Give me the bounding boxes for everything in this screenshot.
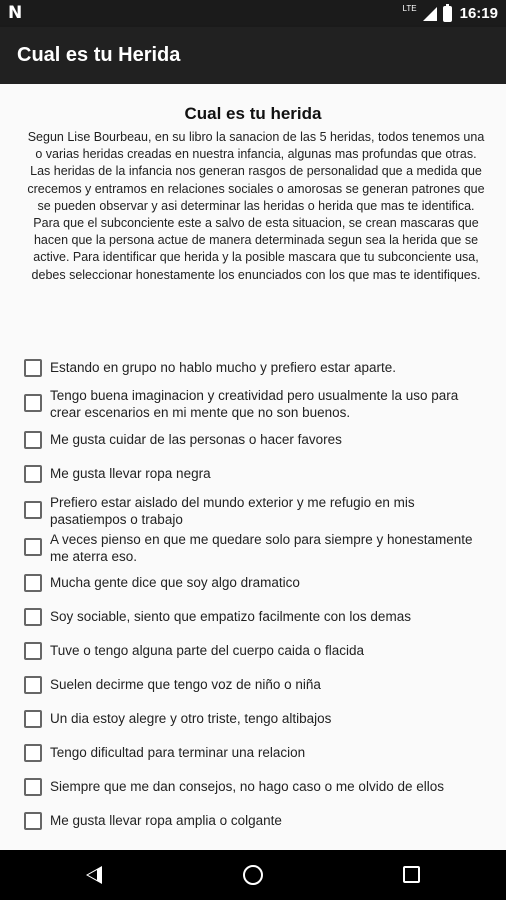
checkbox[interactable] [24,744,42,762]
intro-paragraph: Segun Lise Bourbeau, en su libro la sanacion de las 5 heridas, todos tenemos una o varias heridas creadas en nuestra infancia, algunas mas profundas que otras. Las heridas de la infancia nos generan rasgos de personalidad que a medida que crecemos y entramos en relaciones sociales o amorosas se generan patrones que se pueden observar y asi determinar las heridas o herida que mas te identifica. Para que el subconciente este a salvo de esta situacion, se crean mascaras que hacen que la persona actue de manera determinada segun sea la herida que se active. Para identificar que herida y la posible mascara que tu subconciente usa, debes seleccionar honestamente los enunciados con los que mas te identifiques. [27,130,485,282]
checkbox[interactable] [24,431,42,449]
home-icon[interactable] [243,865,263,885]
checkbox[interactable] [24,608,42,626]
checkbox[interactable] [24,642,42,660]
checkbox-label[interactable]: Tengo dificultad para terminar una relacion [50,745,306,760]
checkbox-label[interactable]: Me gusta cuidar de las personas o hacer favores [50,432,342,447]
app-bar [0,27,506,84]
checkbox-label[interactable]: Tuve o tengo alguna parte del cuerpo caida o flacida [50,643,364,658]
lte-label: LTE [402,3,417,13]
page-heading: Cual es tu herida [184,104,322,123]
checkbox-label[interactable]: Me gusta llevar ropa amplia o colgante [50,813,282,828]
checkbox-label[interactable]: Prefiero estar aislado del mundo exterior y me refugio en mis pasatiempos o trabajo [50,495,415,527]
checkbox[interactable] [24,778,42,796]
checkbox[interactable] [24,710,42,728]
checkbox-label[interactable]: A veces pienso en que me quedare solo para siempre y honestamente me aterra eso. [50,532,473,564]
checkbox[interactable] [24,574,42,592]
checkbox-label[interactable]: Suelen decirme que tengo voz de niño o niña [50,677,321,692]
checkbox-label[interactable]: Siempre que me dan consejos, no hago caso o me olvido de ellos [50,779,444,794]
battery-icon [443,6,452,22]
recent-apps-icon[interactable] [403,866,420,883]
checkbox-label[interactable]: Estando en grupo no hablo mucho y prefiero estar aparte. [50,360,396,375]
checkbox-label[interactable]: Me gusta llevar ropa negra [50,466,211,481]
main-content[interactable] [0,84,506,850]
checkbox[interactable] [24,394,42,412]
checkbox[interactable] [24,359,42,377]
status-time: 16:19 [459,5,498,22]
checkbox[interactable] [24,812,42,830]
checkbox[interactable] [24,538,42,556]
status-bar [0,0,506,27]
checkbox[interactable] [24,465,42,483]
app-title: Cual es tu Herida [17,44,181,66]
checkbox-label[interactable]: Soy sociable, siento que empatizo facilmente con los demas [50,609,411,624]
checkbox-label[interactable]: Tengo buena imaginacion y creatividad pero usualmente la uso para crear escenarios en mi mente que no son buenos. [50,388,459,420]
navigation-bar [0,850,506,900]
checkbox[interactable] [24,676,42,694]
checkbox-label[interactable]: Un dia estoy alegre y otro triste, tengo altibajos [50,711,332,726]
notification-n-icon: N [8,3,23,23]
status-icons [403,0,498,27]
back-icon[interactable] [86,866,102,884]
checkbox-label[interactable]: Mucha gente dice que soy algo dramatico [50,575,300,590]
checkbox[interactable] [24,501,42,519]
signal-icon [423,7,437,21]
